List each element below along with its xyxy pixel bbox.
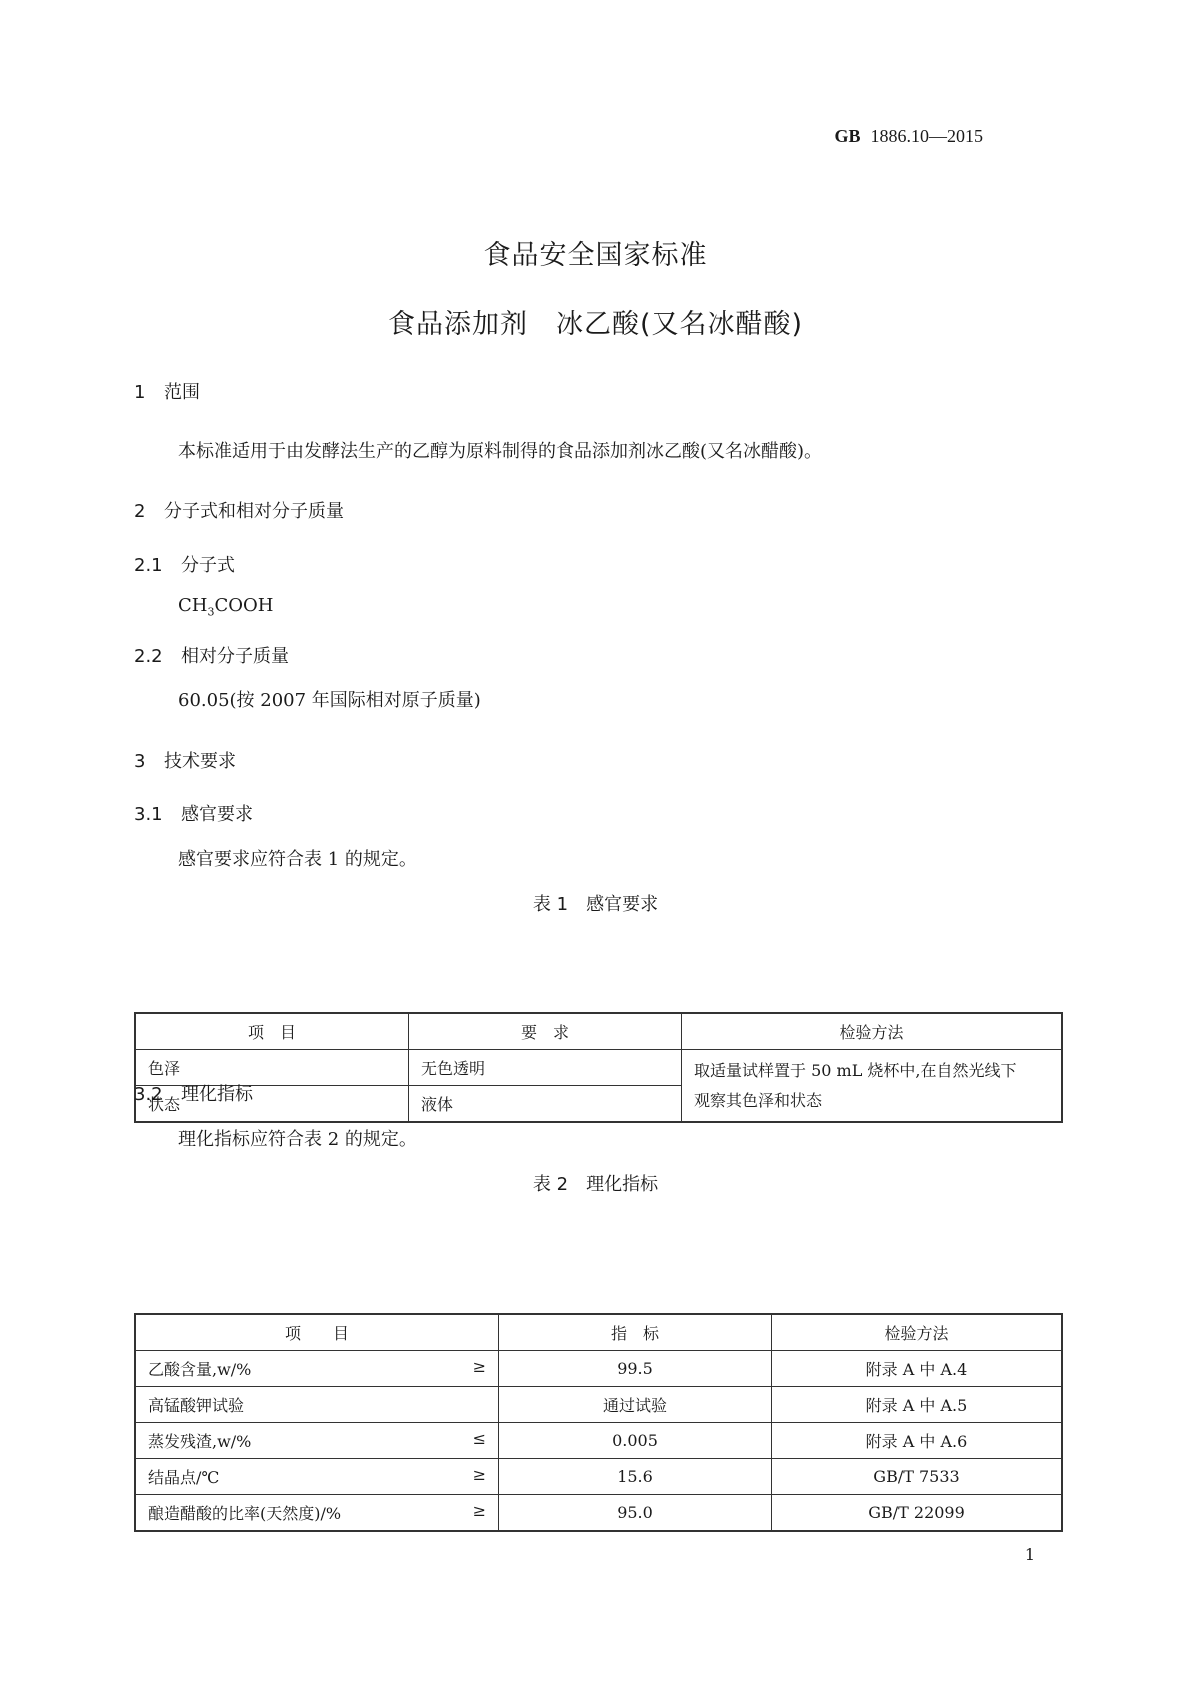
table-2-caption: 表 2 理化指标 <box>532 1174 659 1195</box>
table-1-caption: 表 1 感官要求 <box>532 894 659 915</box>
table-cell-method: GB/T 7533 <box>772 1459 1063 1495</box>
table-cell-item: 蒸发残渣,w/% ≤ <box>135 1423 499 1459</box>
section-3-heading: 3 技术要求 <box>134 751 236 772</box>
table-cell-item: 乙酸含量,w/% ≥ <box>135 1351 499 1387</box>
table-row <box>135 1459 1062 1495</box>
table-cell-value: 15.6 <box>499 1459 772 1495</box>
table-header: 检验方法 <box>772 1314 1063 1351</box>
test-method-cell: 取适量试样置于 50 mL 烧杯中,在自然光线下 观察其色泽和状态 <box>682 1050 1063 1123</box>
physicochemical-indicators-table <box>134 1313 1063 1532</box>
section-3-2-heading: 3.2 理化指标 <box>134 1084 253 1105</box>
table-row <box>135 1423 1062 1459</box>
table-cell: 状态 <box>135 1086 409 1123</box>
section-2-1-heading: 2.1 分子式 <box>134 555 235 576</box>
table-row <box>135 1495 1062 1532</box>
table-header: 要 求 <box>409 1013 682 1050</box>
section-1-heading: 1 范围 <box>134 382 200 403</box>
table-cell-method: GB/T 22099 <box>772 1495 1063 1532</box>
table-cell-method: 附录 A 中 A.4 <box>772 1351 1063 1387</box>
table-cell-value: 99.5 <box>499 1351 772 1387</box>
document-title: 食品安全国家标准 <box>483 240 708 271</box>
molecular-formula: $CH_3COOH$ <box>178 595 274 619</box>
standard-number: 1886.10—2015 <box>870 126 983 146</box>
table-cell-item: 高锰酸钾试验 <box>135 1387 499 1423</box>
standard-prefix: GB <box>834 126 861 146</box>
table-header-row <box>135 1314 1062 1351</box>
table-row <box>135 1050 1062 1086</box>
table-cell: 液体 <box>409 1086 682 1123</box>
section-3-1-text: 感官要求应符合表 1 的规定。 <box>178 849 417 870</box>
section-2-heading: 2 分子式和相对分子质量 <box>134 501 344 522</box>
section-3-2-text: 理化指标应符合表 2 的规定。 <box>178 1129 417 1150</box>
table-header: 项 目 <box>135 1314 499 1351</box>
table-cell-item: 酿造醋酸的比率(天然度)/% ≥ <box>135 1495 499 1532</box>
table-header: 检验方法 <box>682 1013 1063 1050</box>
page-number: 1 <box>1024 1545 1035 1564</box>
section-1-text: 本标准适用于由发酵法生产的乙醇为原料制得的食品添加剂冰乙酸(又名冰醋酸)。 <box>178 441 823 462</box>
table-cell-method: 附录 A 中 A.5 <box>772 1387 1063 1423</box>
table-cell-value: 0.005 <box>499 1423 772 1459</box>
table-cell-item: 结晶点/℃ ≥ <box>135 1459 499 1495</box>
table-cell-value: 通过试验 <box>499 1387 772 1423</box>
table-cell: 色泽 <box>135 1050 409 1086</box>
table-cell-method: 附录 A 中 A.6 <box>772 1423 1063 1459</box>
section-3-1-heading: 3.1 感官要求 <box>134 804 253 825</box>
document-subtitle: 食品添加剂 冰乙酸(又名冰醋酸) <box>387 309 804 340</box>
table-header: 项 目 <box>135 1013 409 1050</box>
molecular-mass-text: 60.05(按 2007 年国际相对原子质量) <box>178 690 481 711</box>
table-row <box>135 1387 1062 1423</box>
section-2-2-heading: 2.2 相对分子质量 <box>134 646 289 667</box>
table-header: 指 标 <box>499 1314 772 1351</box>
sensory-requirements-table <box>134 1012 1063 1123</box>
table-cell: 无色透明 <box>409 1050 682 1086</box>
table-header-row <box>135 1013 1062 1050</box>
table-row <box>135 1351 1062 1387</box>
table-cell-value: 95.0 <box>499 1495 772 1532</box>
standard-code <box>834 126 983 147</box>
